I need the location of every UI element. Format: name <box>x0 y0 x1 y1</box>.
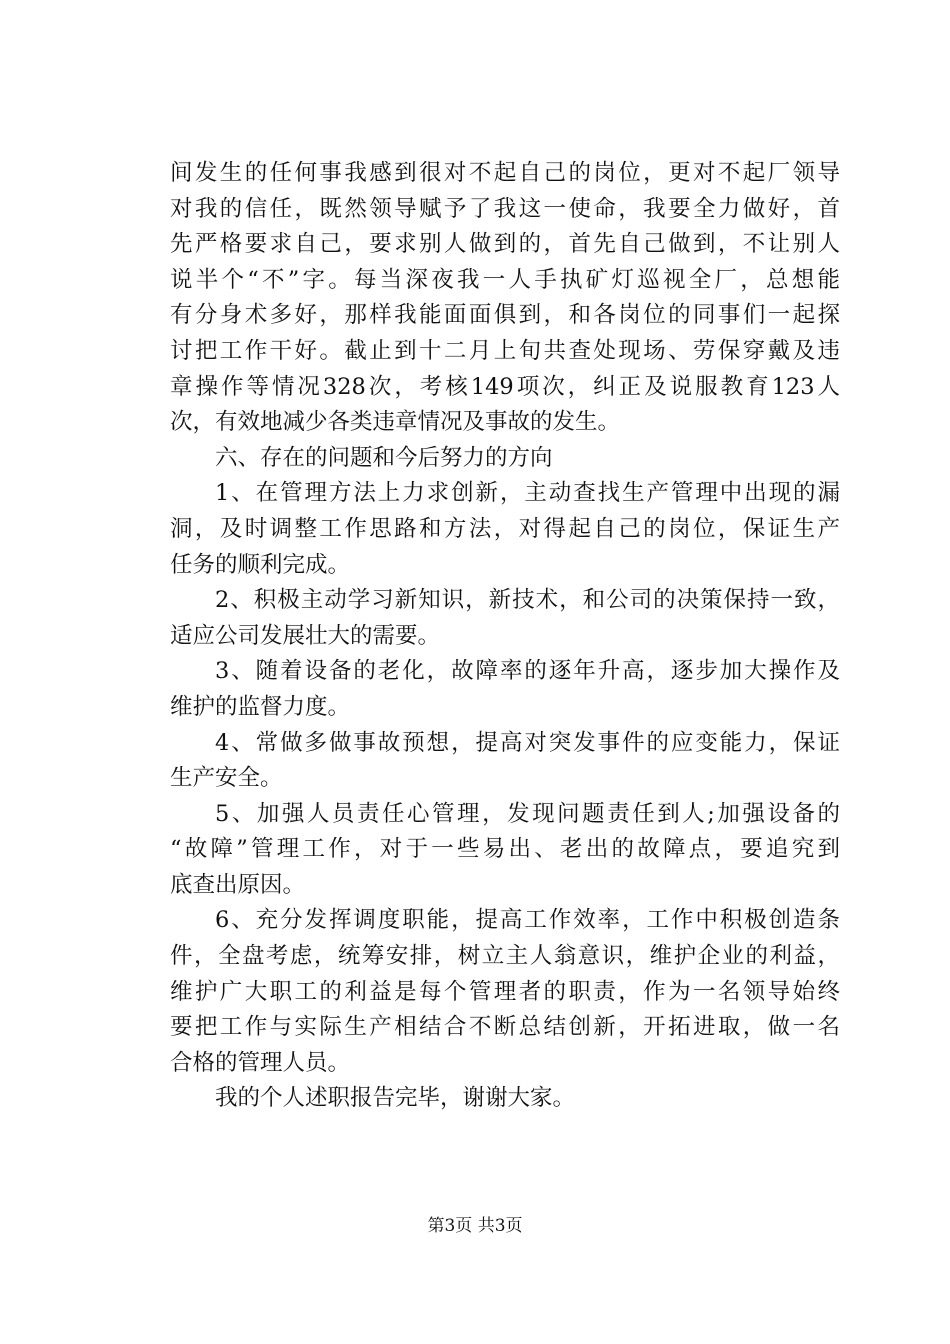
text-line: 4、常做多做事故预想，提高对突发事件的应变能力，保证 <box>215 729 840 756</box>
text-line: 任务的顺利完成。 <box>170 551 351 578</box>
text-line: 讨把工作干好。截止到十二月上旬共查处现场、劳保穿戴及违 <box>170 337 840 364</box>
document-body <box>170 156 840 1117</box>
text-line: 1、在管理方法上力求创新，主动查找生产管理中出现的漏 <box>215 480 840 507</box>
text-line: 次，有效地减少各类违章情况及事故的发生。 <box>170 409 621 436</box>
text-line: 件，全盘考虑，统筹安排，树立主人翁意识，维护企业的利益， <box>170 943 840 970</box>
text-line: 维护广大职工的利益是每个管理者的职责，作为一名领导始终 <box>170 978 840 1005</box>
text-line: 3、随着设备的老化，故障率的逐年升高，逐步加大操作及 <box>215 658 840 685</box>
closing-line: 我的个人述职报告完毕，谢谢大家。 <box>215 1085 576 1112</box>
text-line: 章操作等情况328次，考核149项次，纠正及说服教育123人 <box>170 373 840 400</box>
page-footer: 第3页 共3页 <box>427 1216 523 1236</box>
text-line: 2、积极主动学习新知识，新技术，和公司的决策保持一致， <box>215 587 840 614</box>
text-line: 对我的信任，既然领导赋予了我这一使命，我要全力做好，首 <box>170 195 840 222</box>
text-line: 6、充分发挥调度职能，提高工作效率，工作中积极创造条 <box>215 907 840 934</box>
text-line: 先严格要求自己，要求别人做到的，首先自己做到，不让别人 <box>170 231 840 258</box>
text-line: 维护的监督力度。 <box>170 693 351 720</box>
text-line: 底查出原因。 <box>170 871 306 898</box>
text-line: 5、加强人员责任心管理，发现问题责任到人;加强设备的 <box>215 800 840 827</box>
text-line: 有分身术多好，那样我能面面俱到，和各岗位的同事们一起探 <box>170 302 840 329</box>
text-line: 合格的管理人员。 <box>170 1049 351 1076</box>
text-line: 洞，及时调整工作思路和方法，对得起自己的岗位，保证生产 <box>170 515 840 542</box>
text-line: 间发生的任何事我感到很对不起自己的岗位，更对不起厂领导 <box>170 160 840 186</box>
text-line: 要把工作与实际生产相结合不断总结创新，开拓进取，做一名 <box>170 1014 840 1041</box>
text-line: 适应公司发展壮大的需要。 <box>170 622 441 649</box>
text-line: 生产安全。 <box>170 765 283 792</box>
text-line: “故障”管理工作，对于一些易出、老出的故障点，要追究到 <box>170 836 840 863</box>
section-heading: 六、存在的问题和今后努力的方向 <box>215 444 553 471</box>
text-line: 说半个“不”字。每当深夜我一人手执矿灯巡视全厂，总想能 <box>170 266 840 293</box>
